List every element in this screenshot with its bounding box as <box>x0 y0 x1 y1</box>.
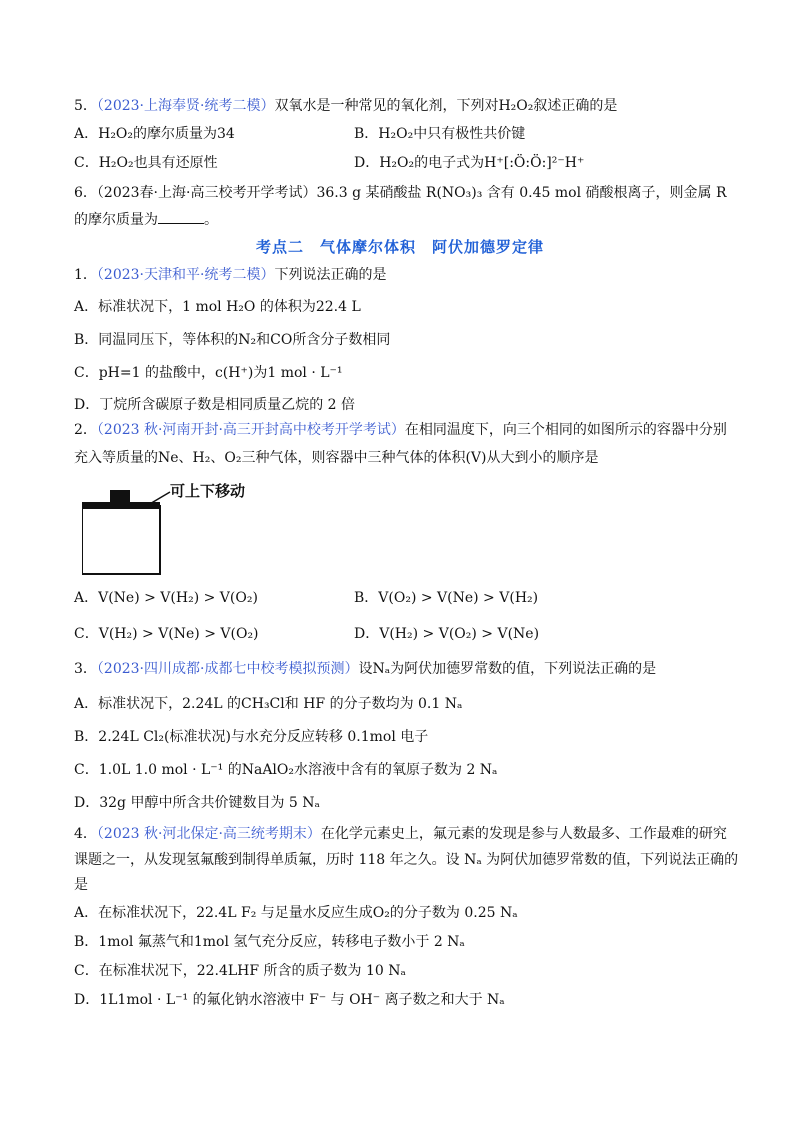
question-number: 3． <box>74 661 97 677</box>
question-5-stem <box>74 96 617 116</box>
piston-weight <box>110 490 130 503</box>
section-title: 考点二 气体摩尔体积 阿伏加德罗定律 <box>255 238 544 256</box>
question-text: 的摩尔质量为 <box>74 212 158 228</box>
option-b: B．V(O₂) > V(Ne) > V(H₂) <box>354 590 539 606</box>
option-b: B．同温同压下，等体积的N₂和CO所含分子数相同 <box>74 332 391 348</box>
question-text: 在相同温度下，向三个相同的如图所示的容器中分别 <box>404 422 727 438</box>
question-source: （2023·上海奉贤·统考二模） <box>96 98 275 114</box>
option-a: A．V(Ne) > V(H₂) > V(O₂) <box>74 590 258 606</box>
option-c: C．在标准状况下，22.4LHF 所含的质子数为 10 Nₐ <box>74 963 406 979</box>
question-4-stem-line1 <box>74 824 727 844</box>
option-d: D．丁烷所含碳原子数是相同质量乙烷的 2 倍 <box>74 397 356 413</box>
question-2-stem-line1 <box>74 420 727 440</box>
question-source: （2023 秋·河北保定·高三统考期末） <box>96 826 321 842</box>
question-text: （2023春·上海·高三校考开学考试）36.3 g 某硝酸盐 R(NO₃)₃ 含有 0.45 mol 硝酸根离子，则金属 R <box>96 185 727 201</box>
diagram-label: 可上下移动 <box>170 482 246 500</box>
question-number: 6． <box>74 185 97 201</box>
option-a: A．在标准状况下，22.4L F₂ 与足量水反应生成O₂的分子数为 0.25 Nₐ <box>74 905 518 921</box>
question-text: 设Nₐ为阿伏加德罗常数的值，下列说法正确的是 <box>358 661 657 677</box>
option-b: B．1mol 氟蒸气和1mol 氢气充分反应，转移电子数小于 2 Nₐ <box>74 934 465 950</box>
question-text: 双氧水是一种常见的氧化剂，下列对H₂O₂叙述正确的是 <box>274 98 618 114</box>
option-c: C．pH=1 的盐酸中，c(H⁺)为1 mol · L⁻¹ <box>74 365 343 381</box>
container-outline <box>82 506 160 574</box>
option-b: B．H₂O₂中只有极性共价键 <box>354 126 526 142</box>
question-number: 2． <box>74 422 97 438</box>
question-6-line2 <box>74 209 218 230</box>
question-source: （2023 秋·河南开封·高三开封高中校考开学考试） <box>96 422 405 438</box>
option-d: D．32g 甲醇中所含共价键数目为 5 Nₐ <box>74 795 320 811</box>
option-a: A．H₂O₂的摩尔质量为34 <box>74 126 235 142</box>
question-number: 5． <box>74 98 97 114</box>
option-c: C．1.0L 1.0 mol · L⁻¹ 的NaAlO₂水溶液中含有的氧原子数为 2 Nₐ <box>74 762 498 778</box>
option-d: D．1L1mol · L⁻¹ 的氟化钠水溶液中 F⁻ 与 OH⁻ 离子数之和大于 Nₐ <box>74 992 505 1008</box>
question-6-line1 <box>74 183 727 203</box>
piston-container-diagram <box>82 478 282 578</box>
option-d: D．V(H₂) > V(O₂) > V(Ne) <box>354 626 540 642</box>
option-a: A．标准状况下，1 mol H₂O 的体积为22.4 L <box>74 299 361 315</box>
question-text-end: 。 <box>204 212 218 228</box>
question-source: （2023·四川成都·成都七中校考模拟预测） <box>96 661 359 677</box>
option-c: C．V(H₂) > V(Ne) > V(O₂) <box>74 626 259 642</box>
question-4-stem-line2: 课题之一，从发现氢氟酸到制得单质氟，历时 118 年之久。设 Nₐ 为阿伏加德罗常数的值，下列说法正确的 <box>74 852 739 868</box>
question-text: 下列说法正确的是 <box>274 267 387 283</box>
question-3-stem <box>74 659 656 679</box>
question-1-stem <box>74 265 386 285</box>
option-d: D．H₂O₂的电子式为H⁺[:Ö:Ö:]²⁻H⁺ <box>354 155 585 171</box>
option-c: C．H₂O₂也具有还原性 <box>74 155 218 171</box>
question-source: （2023·天津和平·统考二模） <box>96 267 275 283</box>
question-4-stem-line3: 是 <box>74 877 88 893</box>
question-2-stem-line2: 充入等质量的Ne、H₂、O₂三种气体，则容器中三种气体的体积(V)从大到小的顺序是 <box>74 450 599 466</box>
question-number: 1． <box>74 267 97 283</box>
question-number: 4． <box>74 826 97 842</box>
question-text: 在化学元素史上，氟元素的发现是参与人数最多、工作最难的研究 <box>320 826 727 842</box>
option-b: B．2.24L Cl₂(标准状况)与水充分反应转移 0.1mol 电子 <box>74 729 429 745</box>
option-a: A．标准状况下，2.24L 的CH₃Cl和 HF 的分子数均为 0.1 Nₐ <box>74 696 463 712</box>
answer-blank <box>158 209 204 224</box>
